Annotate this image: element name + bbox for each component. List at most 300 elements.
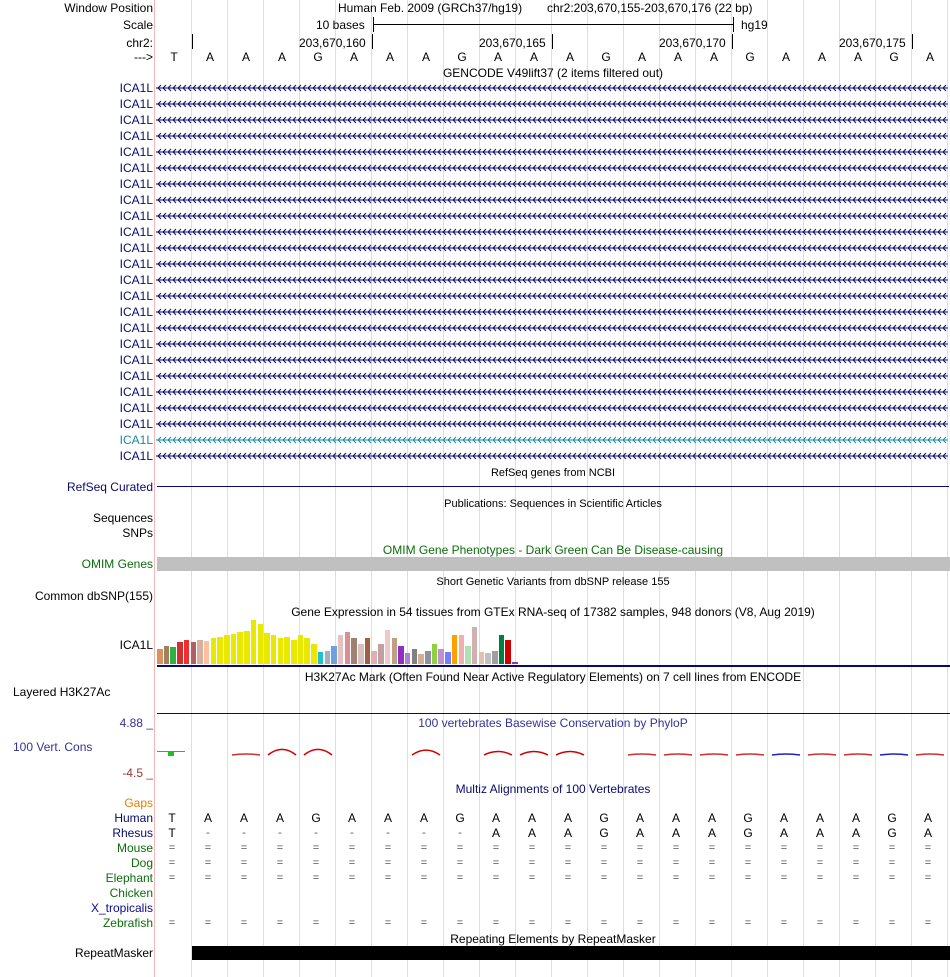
gencode-gene-label[interactable]: ICA1L [119,113,153,127]
gtex-tissue-bar[interactable] [177,642,183,664]
multiz-base: = [240,872,248,884]
gtex-track-bottom-line [157,665,950,667]
multiz-base: = [924,872,932,884]
multiz-base: = [348,917,356,929]
gtex-tissue-bar[interactable] [405,653,411,664]
scale-value: 10 bases [316,18,365,32]
multiz-base: = [816,857,824,869]
base-letter: T [170,50,178,64]
gtex-tissue-bar[interactable] [398,646,404,664]
multiz-track-title[interactable]: Multiz Alignments of 100 Vertebrates [455,782,651,796]
multiz-base: A [851,811,860,825]
multiz-base: A [635,826,644,840]
gtex-tissue-bar[interactable] [331,646,337,664]
ruler-tick [912,34,913,49]
gencode-track-title[interactable]: GENCODE V49lift37 (2 items filtered out) [442,66,664,80]
gencode-transcript[interactable] [156,274,948,286]
gtex-tissue-bar[interactable] [499,635,505,664]
gencode-gene-label[interactable]: ICA1L [119,305,153,319]
phylop-score-mark[interactable] [412,750,440,755]
phylop-ymin: -4.5 _ [122,766,153,780]
multiz-base: = [852,917,860,929]
phylop-score-mark[interactable] [772,754,800,755]
multiz-base: A [419,811,428,825]
gtex-tissue-bar[interactable] [318,652,324,664]
multiz-base: T [168,826,176,840]
multiz-base: = [528,917,536,929]
gtex-tissue-bar[interactable] [224,635,230,664]
gencode-gene-label[interactable]: ICA1L [119,401,153,415]
gtex-tissue-bar[interactable] [378,644,384,664]
multiz-base: A [527,826,536,840]
multiz-base: = [708,917,716,929]
publications-sequences-label[interactable]: Sequences [92,511,153,525]
gencode-transcript[interactable] [156,386,948,398]
multiz-base: = [816,917,824,929]
multiz-base: = [312,857,320,869]
gtex-tissue-bar[interactable] [351,638,357,664]
multiz-base: = [816,872,824,884]
multiz-species-label[interactable]: Zebrafish [102,916,153,930]
multiz-species-label[interactable]: X_tropicalis [90,901,153,915]
gtex-tissue-bar[interactable] [432,644,438,664]
multiz-base: = [312,917,320,929]
gencode-gene-label[interactable]: ICA1L [119,337,153,351]
multiz-base: = [924,917,932,929]
multiz-base: = [528,857,536,869]
multiz-base: = [348,872,356,884]
phylop-score-mark[interactable] [484,752,512,756]
multiz-base: - [206,827,210,839]
omim-phenotype-block[interactable] [157,557,950,571]
multiz-base: = [672,917,680,929]
multiz-base: G [599,811,609,825]
gencode-transcript[interactable] [156,194,948,206]
phylop-score-mark[interactable] [268,749,296,755]
repeatmasker-element[interactable] [192,946,950,960]
multiz-gaps-label: Gaps [124,796,153,810]
multiz-base: = [888,917,896,929]
gtex-tissue-bar[interactable] [425,651,431,664]
multiz-species-label[interactable]: Dog [130,856,153,870]
gencode-gene-label[interactable]: ICA1L [119,145,153,159]
multiz-base: = [492,857,500,869]
multiz-base: = [420,842,428,854]
ruler-tick [372,34,373,49]
base-letter: A [385,50,394,64]
phylop-score-mark[interactable] [736,754,764,755]
gencode-transcript[interactable] [156,210,948,222]
multiz-base: = [888,842,896,854]
gencode-transcript[interactable] [156,370,948,382]
multiz-base: = [456,872,464,884]
multiz-base: = [852,857,860,869]
base-letter: G [601,50,611,64]
ruler-tick-label: 203,670,160 [299,36,366,50]
phylop-score-mark[interactable] [556,752,584,756]
multiz-base: A [563,811,572,825]
gencode-gene-label[interactable]: ICA1L [119,225,153,239]
gtex-tissue-bar[interactable] [237,632,243,664]
multiz-species-label[interactable]: Rhesus [112,826,153,840]
omim-track-title[interactable]: OMIM Gene Phenotypes - Dark Green Can Be Disease-causing [382,543,724,557]
multiz-base: G [311,811,321,825]
multiz-base: A [707,826,716,840]
gencode-gene-label[interactable]: ICA1L [119,449,153,463]
multiz-base: = [600,872,608,884]
gencode-transcript[interactable] [156,338,948,350]
multiz-base: = [672,857,680,869]
gencode-transcript[interactable] [156,450,948,462]
multiz-base: = [708,857,716,869]
gencode-transcript[interactable] [156,130,948,142]
refseq-label[interactable]: RefSeq Curated [66,480,153,494]
multiz-base: A [851,826,860,840]
gtex-tissue-bar[interactable] [298,635,304,664]
multiz-base: T [168,811,176,825]
scale-bar [373,24,733,25]
multiz-base: = [312,842,320,854]
multiz-base: = [528,842,536,854]
phylop-score-mark[interactable] [168,751,174,756]
multiz-base: = [780,872,788,884]
gtex-tissue-bar[interactable] [438,649,444,664]
multiz-species-label[interactable]: Chicken [109,886,153,900]
gencode-transcript[interactable] [156,418,948,430]
multiz-base: G [743,826,753,840]
base-letter: A [529,50,538,64]
multiz-base: = [600,857,608,869]
base-letter: A [205,50,214,64]
gtex-tissue-bar[interactable] [392,638,398,664]
gtex-tissue-bar[interactable] [244,631,250,664]
gencode-transcript[interactable] [156,290,948,302]
multiz-base: = [744,917,752,929]
window-assembly: Human Feb. 2009 (GRCh37/hg19) [338,1,523,15]
gtex-tissue-bar[interactable] [170,647,176,664]
multiz-base: = [636,872,644,884]
ruler-tick-label: 203,670,165 [479,36,546,50]
gtex-tissue-bar[interactable] [445,652,451,664]
gencode-gene-label[interactable]: ICA1L [119,241,153,255]
multiz-base: G [599,826,609,840]
gtex-tissue-bar[interactable] [418,654,424,664]
multiz-base: A [923,826,932,840]
multiz-base: = [600,917,608,929]
multiz-base: - [242,827,246,839]
gtex-gene-label[interactable]: ICA1L [119,638,153,652]
gencode-gene-label[interactable]: ICA1L [119,273,153,287]
gencode-gene-label[interactable]: ICA1L [119,433,153,447]
gencode-gene-label[interactable]: ICA1L [119,369,153,383]
phylop-label[interactable]: 100 Vert. Cons [13,740,93,754]
multiz-base: - [314,827,318,839]
multiz-base: = [168,842,176,854]
multiz-base: = [204,842,212,854]
gtex-tissue-bar[interactable] [465,646,471,664]
multiz-base: A [815,826,824,840]
multiz-base: = [888,872,896,884]
gencode-transcript[interactable] [156,162,948,174]
gencode-gene-label[interactable]: ICA1L [119,177,153,191]
gtex-tissue-bar[interactable] [304,638,310,664]
multiz-base: = [888,857,896,869]
scale-bar-left-tick [373,17,374,32]
multiz-base: = [204,917,212,929]
gencode-transcript[interactable] [156,306,948,318]
multiz-base: A [923,811,932,825]
scale-label: Scale [122,18,153,32]
gtex-tissue-bar[interactable] [338,635,344,664]
phylop-score-mark[interactable] [304,749,332,755]
publications-snps-label[interactable]: SNPs [122,526,153,540]
ruler-tick-label: 203,670,175 [839,36,906,50]
gtex-tissue-bar[interactable] [512,662,518,664]
multiz-base: A [239,811,248,825]
multiz-base: = [312,872,320,884]
phylop-score-mark[interactable] [700,754,728,755]
multiz-base: = [564,917,572,929]
multiz-base: = [708,872,716,884]
gencode-gene-label[interactable]: ICA1L [119,417,153,431]
phylop-ymax: 4.88 _ [119,716,153,730]
gtex-tissue-bar[interactable] [217,637,223,664]
scale-assembly: hg19 [741,18,768,32]
gtex-tissue-bar[interactable] [479,652,485,664]
base-letter: G [745,50,755,64]
gencode-gene-label[interactable]: ICA1L [119,81,153,95]
chrom-label: chr2: [126,36,153,50]
multiz-base: = [168,917,176,929]
base-letter: G [889,50,899,64]
gencode-transcript[interactable] [156,434,948,446]
omim-label[interactable]: OMIM Genes [81,557,153,571]
gtex-tissue-bar[interactable] [472,627,478,664]
multiz-base: = [456,917,464,929]
multiz-base: = [636,842,644,854]
multiz-base: = [780,857,788,869]
gencode-gene-label[interactable]: ICA1L [119,289,153,303]
multiz-base: = [276,917,284,929]
gencode-gene-label[interactable]: ICA1L [119,353,153,367]
base-letter: A [781,50,790,64]
multiz-base: = [780,842,788,854]
multiz-base: G [887,826,897,840]
gtex-tissue-bar[interactable] [345,632,351,664]
multiz-base: = [240,842,248,854]
gtex-tissue-bar[interactable] [311,644,317,664]
multiz-base: = [636,857,644,869]
multiz-species-label[interactable]: Elephant [105,871,153,885]
base-letter: A [241,50,250,64]
gtex-tissue-bar[interactable] [271,635,277,664]
multiz-base: - [386,827,390,839]
multiz-base: = [672,842,680,854]
gencode-gene-label[interactable]: ICA1L [119,193,153,207]
multiz-base: = [744,872,752,884]
gencode-gene-label[interactable]: ICA1L [119,209,153,223]
phylop-score-mark[interactable] [880,754,908,755]
gencode-gene-label[interactable]: ICA1L [119,129,153,143]
multiz-base: = [744,842,752,854]
gtex-tissue-bar[interactable] [211,638,217,664]
strand-label: ---> [134,50,153,64]
multiz-base: = [528,872,536,884]
gencode-transcript[interactable] [156,114,948,126]
phylop-score-mark[interactable] [664,754,692,755]
multiz-base: = [276,857,284,869]
gencode-transcript[interactable] [156,322,948,334]
base-letter: A [421,50,430,64]
multiz-base: = [744,857,752,869]
multiz-base: = [492,917,500,929]
multiz-base: = [348,857,356,869]
multiz-base: = [564,857,572,869]
gtex-tissue-bar[interactable] [492,651,498,664]
base-letter: A [349,50,358,64]
gtex-tissue-bar[interactable] [191,642,197,664]
gencode-gene-label[interactable]: ICA1L [119,321,153,335]
multiz-base: = [456,842,464,854]
multiz-base: = [168,872,176,884]
gtex-tissue-bar[interactable] [371,651,377,664]
multiz-base: = [240,857,248,869]
gencode-gene-label[interactable]: ICA1L [119,385,153,399]
multiz-base: = [276,872,284,884]
gencode-gene-label[interactable]: ICA1L [119,97,153,111]
gencode-transcript[interactable] [156,98,948,110]
gencode-transcript[interactable] [156,242,948,254]
window-range: chr2:203,670,155-203,670,176 (22 bp) [547,1,753,15]
dbsnp-label[interactable]: Common dbSNP(155) [34,589,153,603]
phylop-score-mark[interactable] [520,752,548,756]
gtex-tissue-bar[interactable] [231,634,237,664]
gencode-transcript[interactable] [156,258,948,270]
gtex-tissue-bar[interactable] [251,620,257,664]
gtex-tissue-bar[interactable] [264,633,270,664]
gtex-tissue-bar[interactable] [204,641,210,664]
track-divider [154,0,155,977]
multiz-base: = [852,842,860,854]
multiz-base: G [887,811,897,825]
multiz-base: A [635,811,644,825]
ruler-tick-start [192,34,193,49]
multiz-base: A [383,811,392,825]
dbsnp-track-title[interactable]: Short Genetic Variants from dbSNP release 155 [436,576,670,588]
multiz-base: - [350,827,354,839]
repeatmasker-label[interactable]: RepeatMasker [74,946,153,960]
multiz-base: = [168,857,176,869]
gencode-gene-label[interactable]: ICA1L [119,257,153,271]
gtex-tissue-bar[interactable] [459,635,465,664]
gtex-tissue-bar[interactable] [291,640,297,664]
h3k27ac-baseline [157,713,950,714]
multiz-base: = [384,872,392,884]
gtex-tissue-bar[interactable] [284,637,290,664]
gtex-tissue-bar[interactable] [325,651,331,664]
repeatmasker-track-title[interactable]: Repeating Elements by RepeatMasker [450,932,656,946]
gencode-transcript[interactable] [156,178,948,190]
phylop-score-plot[interactable] [156,738,950,768]
multiz-base: A [779,826,788,840]
gencode-transcript[interactable] [156,354,948,366]
multiz-base: - [278,827,282,839]
gtex-tissue-bar[interactable] [412,649,418,664]
base-letter: A [637,50,646,64]
refseq-track-title[interactable]: RefSeq genes from NCBI [490,467,616,479]
publications-track-title[interactable]: Publications: Sequences in Scientific Articles [444,498,662,510]
phylop-score-mark[interactable] [844,754,872,755]
gtex-tissue-bar[interactable] [184,640,190,664]
multiz-base: A [671,811,680,825]
base-letter: G [313,50,323,64]
phylop-track-title[interactable]: 100 vertebrates Basewise Conservation by PhyloP [418,716,688,730]
multiz-base: G [455,811,465,825]
phylop-score-mark[interactable] [916,754,944,755]
gtex-track-title[interactable]: Gene Expression in 54 tissues from GTEx RNA-seq of 17382 samples, 948 donors (V8, Aug 2019) [291,605,815,619]
base-letter: A [817,50,826,64]
multiz-base: - [422,827,426,839]
multiz-base: = [600,842,608,854]
gtex-tissue-bar[interactable] [485,653,491,664]
gencode-transcript[interactable] [156,146,948,158]
multiz-base: = [384,842,392,854]
multiz-base: A [203,811,212,825]
multiz-base: = [708,842,716,854]
gencode-transcript[interactable] [156,402,948,414]
multiz-base: = [780,917,788,929]
multiz-base: = [420,857,428,869]
multiz-base: A [527,811,536,825]
gtex-tissue-bar[interactable] [157,649,163,664]
multiz-species-label[interactable]: Human [114,811,153,825]
gencode-transcript[interactable] [156,226,948,238]
multiz-base: = [204,857,212,869]
multiz-base: = [276,842,284,854]
h3k27ac-track-title[interactable]: H3K27Ac Mark (Often Found Near Active Regulatory Elements) on 7 cell lines from ENCODE [304,670,802,684]
multiz-base: A [779,811,788,825]
gtex-tissue-bar[interactable] [197,640,203,664]
multiz-base: A [275,811,284,825]
gtex-tissue-bar[interactable] [452,635,458,664]
multiz-base: = [240,917,248,929]
multiz-base: A [671,826,680,840]
multiz-base: - [458,827,462,839]
gencode-transcript[interactable] [156,82,948,94]
gtex-tissue-bar[interactable] [385,630,391,664]
gtex-tissue-bar[interactable] [365,638,371,664]
multiz-species-label[interactable]: Mouse [116,841,153,855]
phylop-score-mark[interactable] [808,754,836,755]
h3k27ac-label[interactable]: Layered H3K27Ac [13,685,111,699]
multiz-base: = [420,872,428,884]
refseq-gene-line[interactable] [157,486,949,487]
ruler-tick [552,34,553,49]
gtex-bar-chart[interactable] [157,620,537,664]
gtex-tissue-bar[interactable] [164,646,170,664]
base-letter: A [925,50,934,64]
gtex-tissue-bar[interactable] [258,624,264,664]
multiz-base: = [384,917,392,929]
gencode-gene-label[interactable]: ICA1L [119,161,153,175]
gtex-tissue-bar[interactable] [278,638,284,664]
multiz-base: = [564,872,572,884]
gtex-tissue-bar[interactable] [505,640,511,664]
gtex-tissue-bar[interactable] [358,644,364,664]
phylop-score-mark[interactable] [232,754,260,755]
phylop-score-mark[interactable] [628,754,656,755]
multiz-base: = [924,842,932,854]
